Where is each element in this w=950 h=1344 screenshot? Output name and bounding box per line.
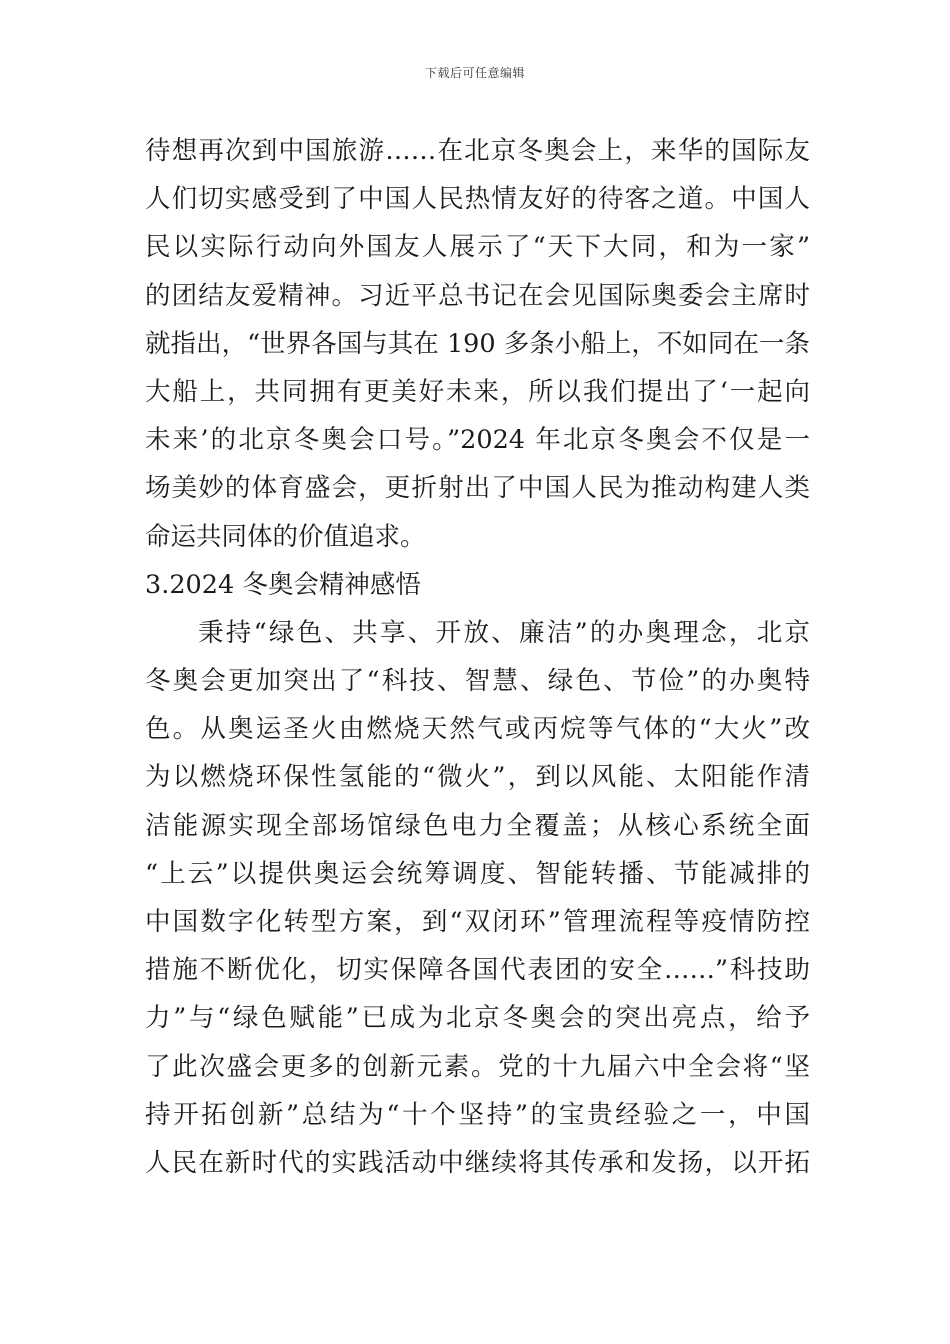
text-line: 持开拓创新”总结为“十个坚持”的宝贵经验之一，中国 [145,1099,810,1130]
text-line: 冬奥会更加突出了“科技、智慧、绿色、节俭”的办奥特 [145,666,810,697]
text-line: 了此次盛会更多的创新元素。党的十九届六中全会将“坚 [145,1051,810,1082]
text-line: 洁能源实现全部场馆绿色电力全覆盖；从核心系统全面 [145,810,810,841]
text-line: 民以实际行动向外国友人展示了“天下大同，和为一家” [145,232,810,263]
text-line: 人们切实感受到了中国人民热情友好的待客之道。中国人 [145,184,810,215]
document-body [145,127,810,1187]
text-line: 色。从奥运圣火由燃烧天然气或丙烷等气体的“大火”改 [145,714,810,745]
text-line: 秉持“绿色、共享、开放、廉洁”的办奥理念，北京 [198,617,810,648]
text-line: 待想再次到中国旅游……在北京冬奥会上，来华的国际友 [145,136,810,166]
text-line: 大船上，共同拥有更美好未来，所以我们提出了‘一起向 [145,376,810,407]
paragraph-2 [145,609,810,1187]
text-line: 命运共同体的价值追求。 [145,521,426,552]
text-line: 力”与“绿色赋能”已成为北京冬奥会的突出亮点，给予 [145,1003,810,1034]
text-line: 措施不断优化，切实保障各国代表团的安全……”科技助 [145,955,810,986]
text-line: 场美妙的体育盛会，更折射出了中国人民为推动构建人类 [145,473,810,504]
text-line: 人民在新时代的实践活动中继续将其传承和发扬，以开拓 [145,1147,810,1178]
text-line: 未来’的北京冬奥会口号。”2024 年北京冬奥会不仅是一 [145,425,810,456]
page-header-note: 下载后可任意编辑 [424,66,525,80]
text-line: 中国数字化转型方案，到“双闭环”管理流程等疫情防控 [145,907,810,937]
text-line: 的团结友爱精神。习近平总书记在会见国际奥委会主席时 [145,280,810,311]
paragraph-1 [145,127,810,561]
text-line: 就指出，“世界各国与其在 190 多条小船上，不如同在一条 [145,328,810,359]
text-line: 为以燃烧环保性氢能的“微火”，到以风能、太阳能作清 [145,762,810,793]
section-heading: 3.2024 冬奥会精神感悟 [145,569,421,600]
text-line: “上云”以提供奥运会统筹调度、智能转播、节能减排的 [145,858,810,889]
